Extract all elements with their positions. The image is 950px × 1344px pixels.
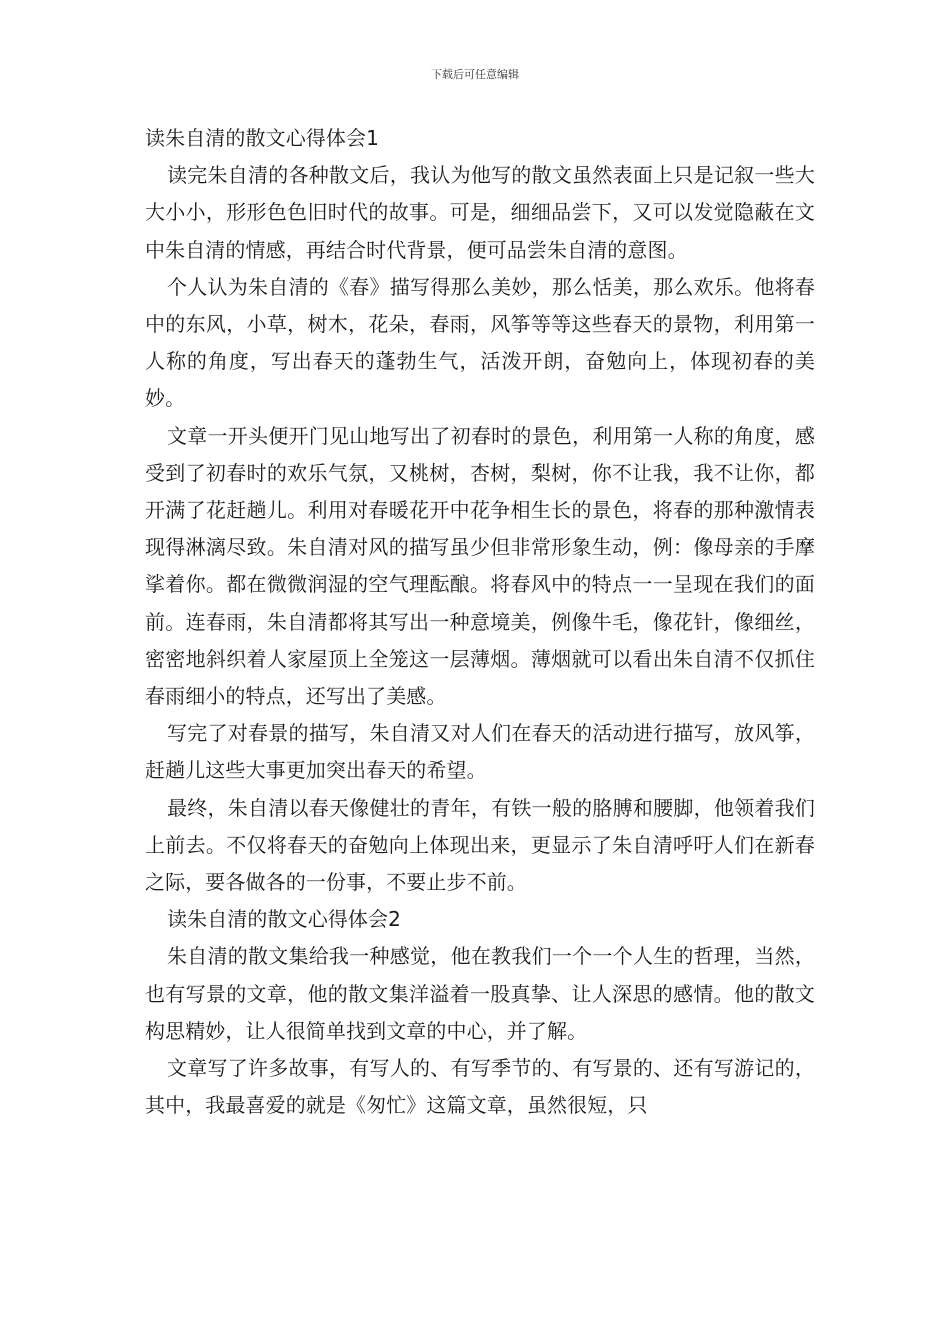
document-body [145,120,815,1124]
section-title-1: 读朱自清的散文心得体会1 [145,126,379,150]
paragraph: 写完了对春景的描写，朱自清又对人们在春天的活动进行描写，放风筝，赶趟儿这些大事更加突出春天的希望。 [145,721,815,783]
paragraph: 读完朱自清的各种散文后，我认为他写的散文虽然表面上只是记叙一些大大小小，形形色色旧时代的故事。可是，细细品尝下，又可以发觉隐蔽在文中朱自清的情感，再结合时代背景，便可品尝朱自清的意图。 [145,163,815,262]
paragraph: 最终，朱自清以春天像健壮的青年，有铁一般的胳膊和腰脚，他领着我们上前去。不仅将春天的奋勉向上体现出来，更显示了朱自清呼吁人们在新春之际，要各做各的一份事，不要止步不前。 [145,795,815,895]
paragraph: 个人认为朱自清的《春》描写得那么美妙，那么恬美，那么欢乐。他将春中的东风，小草，树木，花朵，春雨，风筝等等这些春天的景物，利用第一人称的角度，写出春天的蓬勃生气，活泼开朗，奋勉向上，体现初春的美妙。 [145,274,815,411]
paragraph: 朱自清的散文集给我一种感觉，他在教我们一个一个人生的哲理，当然，也有写景的文章，他的散文集洋溢着一股真挚、让人深思的感情。他的散文构思精妙，让人很简单找到文章的中心，并了解。 [145,944,815,1043]
paragraph: 文章一开头便开门见山地写出了初春时的景色，利用第一人称的角度，感受到了初春时的欢乐气氛，又桃树，杏树，梨树，你不让我，我不让你，都开满了花赶趟儿。利用对春暖花开中花争相生长的景色，将春的那种激情表现得淋漓尽致。朱自清对风的描写虽少但非常形象生动，例：像母亲的手摩挲着你。都在微微润湿的空气理酝酿。将春风中的特点一一呈现在我们的面前。连春雨，朱自清都将其写出一种意境美，例像牛毛，像花针，像细丝，密密地斜织着人家屋顶上全笼这一层薄烟。薄烟就可以看出朱自清不仅抓住春雨细小的特点，还写出了美感。 [145,423,815,709]
section-title-2: 读朱自清的散文心得体会2 [167,907,401,932]
paragraph: 文章写了许多故事，有写人的、有写季节的、有写景的、还有写游记的，其中，我最喜爱的就是《匆忙》这篇文章，虽然很短，只 [145,1056,815,1118]
page-header-note: 下载后可任意编辑 [431,68,519,81]
